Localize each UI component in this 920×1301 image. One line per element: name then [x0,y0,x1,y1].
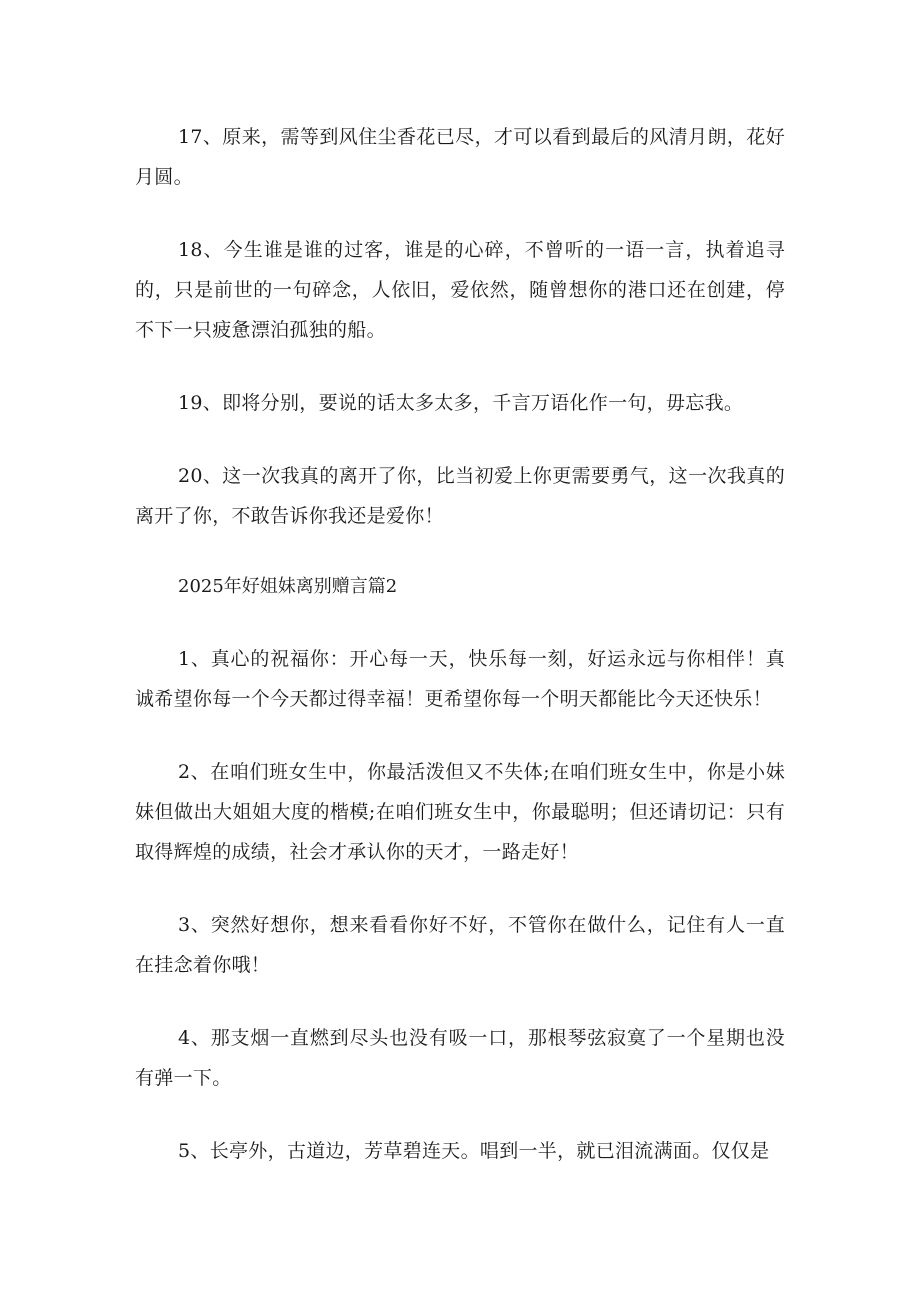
section-heading: 2025年好姐妹离别赠言篇2 [178,576,398,597]
paragraph-19: 19、即将分别，要说的话太多太多，千言万语化作一句，毋忘我。 [178,392,744,414]
document-body [135,117,785,1171]
paragraph-1: 1、真心的祝福你：开心每一天，快乐每一刻，好运永远与你相伴！真诚希望你每一个今天都过得幸福！更希望你每一个明天都能比今天还快乐！ [135,648,785,710]
paragraph-18: 18、今生谁是谁的过客，谁是的心碎，不曾听的一语一言，执着追寻的，只是前世的一句碎念，人依旧，爱依然，随曾想你的港口还在创建，停不下一只疲惫漂泊孤独的船。 [135,239,785,341]
paragraph-2: 2、在咱们班女生中，你最活泼但又不失体;在咱们班女生中，你是小妹妹但做出大姐姐大度的楷模;在咱们班女生中，你最聪明；但还请切记：只有取得辉煌的成绩，社会才承认你的天才，一路走好！ [135,761,785,863]
paragraph-4: 4、那支烟一直燃到尽头也没有吸一口，那根琴弦寂寞了一个星期也没有弹一下。 [135,1027,785,1089]
paragraph-5: 5、长亭外，古道边，芳草碧连天。唱到一半，就已泪流满面。仅仅是 [178,1140,770,1162]
paragraph-3: 3、突然好想你，想来看看你好不好，不管你在做什么，记住有人一直在挂念着你哦！ [135,914,785,976]
paragraph-17: 17、原来，需等到风住尘香花已尽，才可以看到最后的风清月朗，花好月圆。 [135,126,785,188]
paragraph-20: 20、这一次我真的离开了你，比当初爱上你更需要勇气，这一次我真的离开了你，不敢告诉你我还是爱你！ [135,465,785,527]
